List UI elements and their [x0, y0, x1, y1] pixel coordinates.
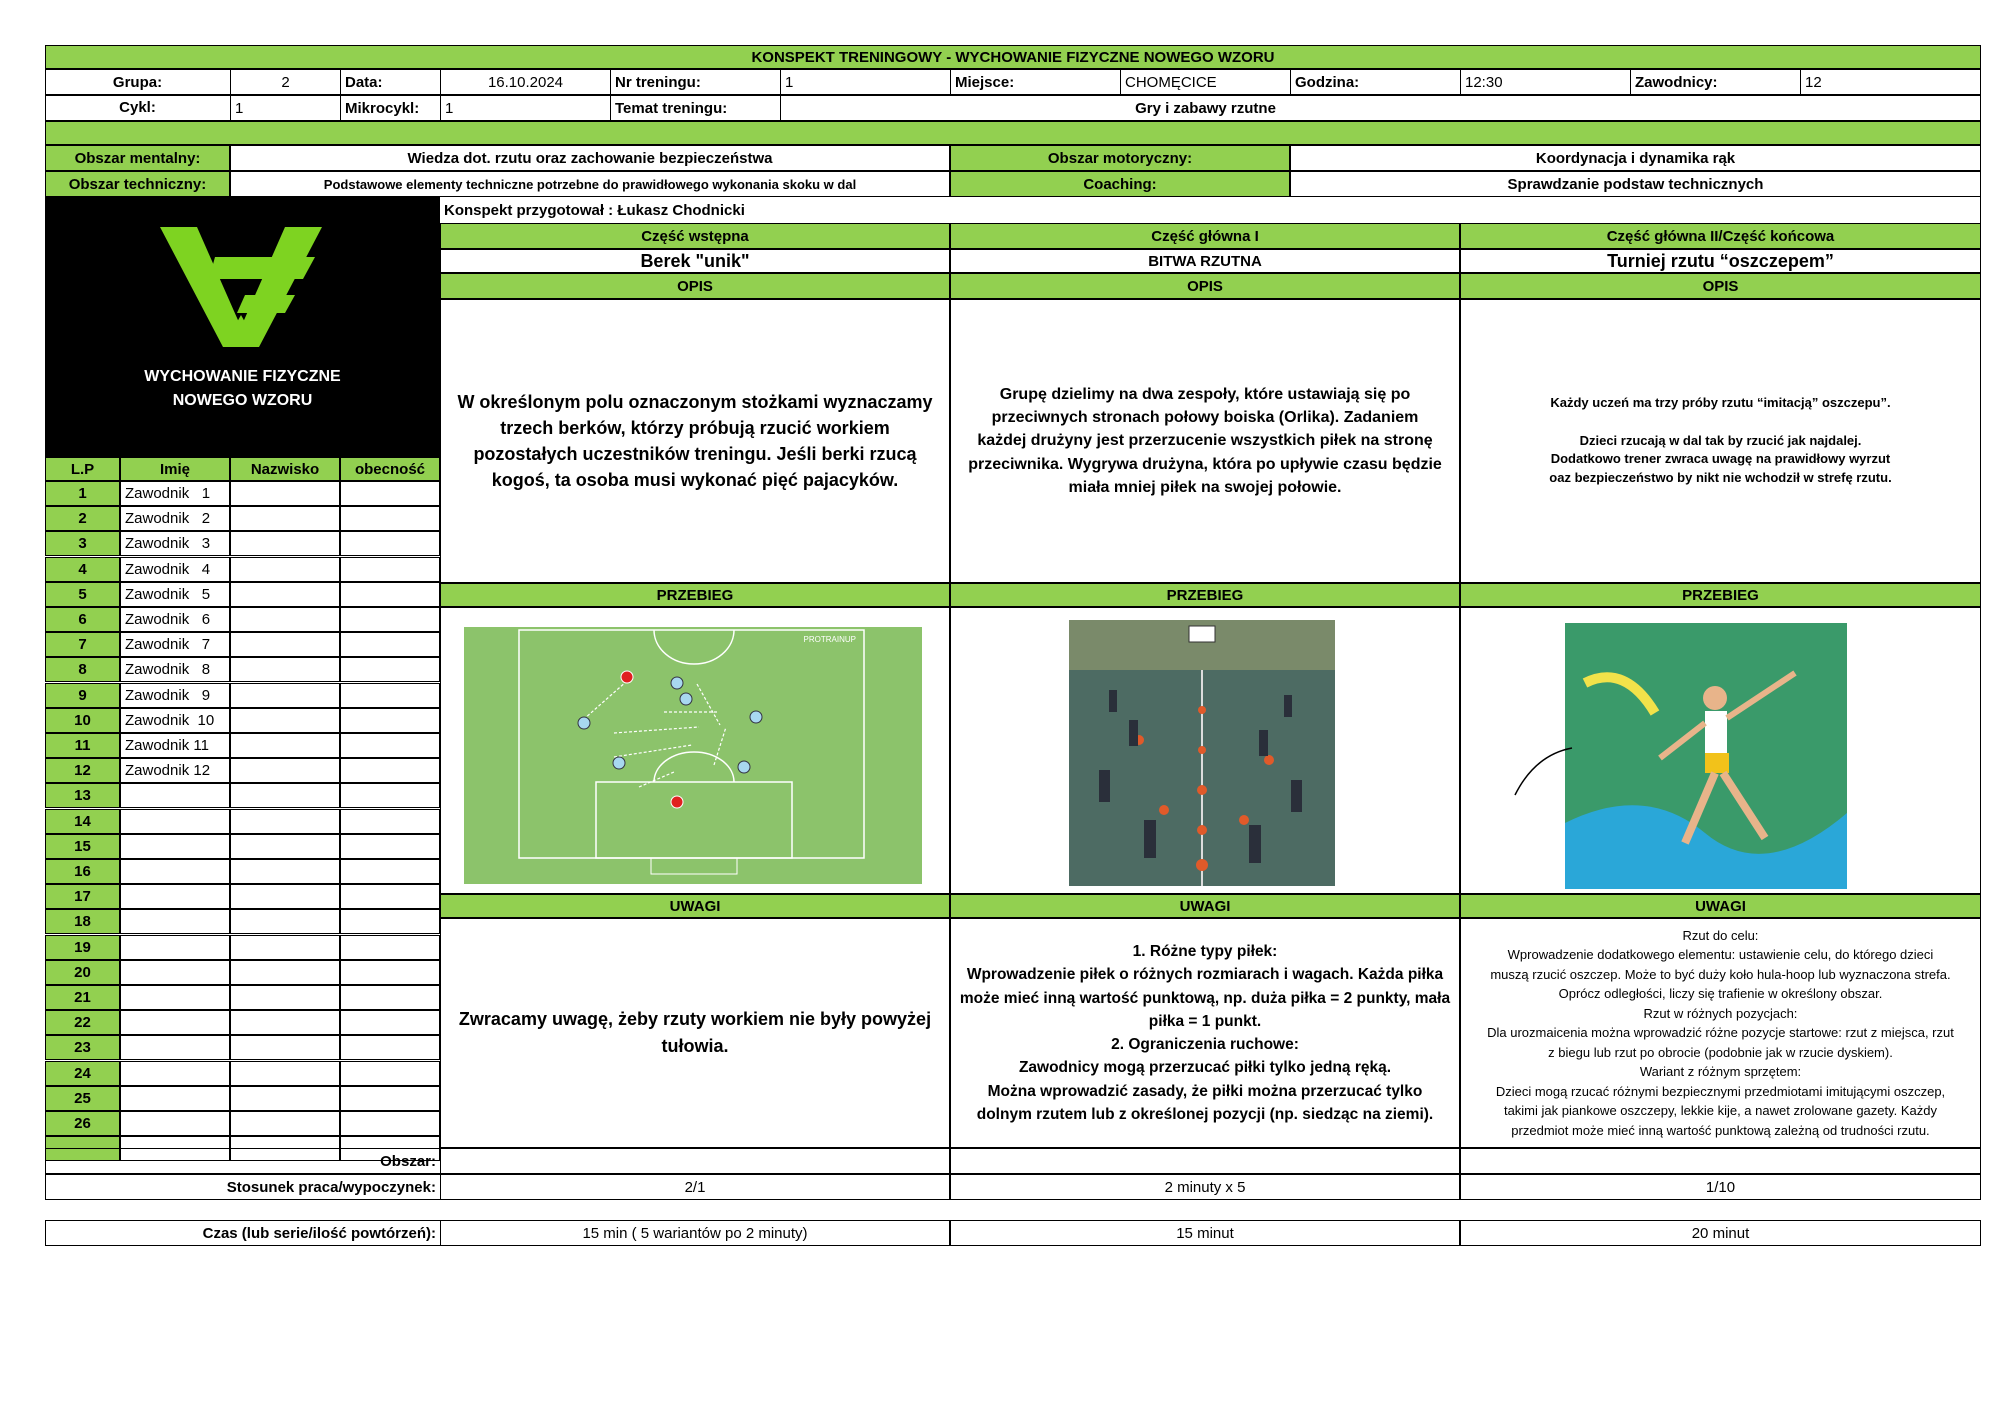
roster-obecnosc[interactable] [340, 834, 440, 859]
part-title: Turniej rzutu “oszczepem” [1460, 249, 1981, 273]
mentalny-label: Obszar mentalny: [45, 145, 230, 171]
roster-nazwisko[interactable] [230, 783, 340, 808]
roster-nazwisko[interactable] [230, 1010, 340, 1035]
temat-label: Temat treningu: [610, 95, 780, 121]
godzina-value[interactable]: 12:30 [1460, 69, 1630, 95]
stosunek-value[interactable]: 1/10 [1460, 1174, 1981, 1200]
wf-logo-icon [45, 197, 440, 457]
techniczny-label: Obszar techniczny: [45, 171, 230, 197]
roster-imie[interactable] [120, 834, 230, 859]
temat-value[interactable]: Gry i zabawy rzutne [780, 95, 1630, 121]
stosunek-value[interactable]: 2/1 [440, 1174, 950, 1200]
roster-imie[interactable] [120, 1111, 230, 1136]
author-line: Konspekt przygotował : Łukasz Chodnicki [440, 197, 1981, 223]
roster-lp: 5 [45, 582, 120, 607]
javelin-thrower-illustration-icon [1565, 623, 1847, 889]
roster-header-imie: Imię [120, 457, 230, 481]
przebieg-header: PRZEBIEG [440, 583, 950, 607]
mikrocykl-value[interactable]: 1 [440, 95, 610, 121]
uwagi-header: UWAGI [950, 894, 1460, 918]
roster-imie[interactable]: Zawodnik 2 [120, 506, 230, 531]
roster-obecnosc[interactable] [340, 884, 440, 909]
techniczny-value[interactable]: Podstawowe elementy techniczne potrzebne do prawidłowego wykonania skoku w dal [230, 171, 950, 197]
roster-nazwisko[interactable] [230, 733, 340, 758]
footer-obszar-label: Obszar: [380, 1152, 436, 1170]
zawodnicy-value[interactable]: 12 [1800, 69, 1981, 95]
roster-nazwisko[interactable] [230, 683, 340, 708]
roster-imie[interactable] [120, 909, 230, 934]
roster-imie[interactable]: Zawodnik 5 [120, 582, 230, 607]
drill-diagram [464, 627, 922, 884]
roster-obecnosc[interactable] [340, 809, 440, 834]
roster-nazwisko[interactable] [230, 1111, 340, 1136]
roster-lp: 6 [45, 607, 120, 632]
roster-lp: 26 [45, 1111, 120, 1136]
roster-lp: 11 [45, 733, 120, 758]
roster-imie[interactable] [120, 1010, 230, 1035]
roster-nazwisko[interactable] [230, 909, 340, 934]
roster-nazwisko[interactable] [230, 481, 340, 506]
roster-lp: 8 [45, 657, 120, 682]
grupa-value[interactable]: 2 [230, 69, 340, 95]
roster-imie[interactable] [120, 1061, 230, 1086]
pitch-diagram-icon [464, 627, 922, 884]
roster-imie[interactable]: Zawodnik 8 [120, 657, 230, 682]
roster-imie[interactable] [120, 859, 230, 884]
roster-obecnosc[interactable] [340, 557, 440, 582]
part-header: Część główna II/Część końcowa [1460, 223, 1981, 249]
roster-obecnosc[interactable] [340, 985, 440, 1010]
roster-lp: 24 [45, 1061, 120, 1086]
roster-imie[interactable] [120, 960, 230, 985]
stosunek-value[interactable]: 2 minuty x 5 [950, 1174, 1460, 1200]
roster-imie[interactable]: Zawodnik 6 [120, 607, 230, 632]
data-value[interactable]: 16.10.2024 [440, 69, 610, 95]
roster-imie[interactable]: Zawodnik 4 [120, 557, 230, 582]
roster-header-nazwisko: Nazwisko [230, 457, 340, 481]
document-title: KONSPEKT TRENINGOWY - WYCHOWANIE FIZYCZNE NOWEGO WZORU [45, 45, 1981, 69]
uwagi-header: UWAGI [1460, 894, 1981, 918]
roster-obecnosc[interactable] [340, 935, 440, 960]
roster-lp: 20 [45, 960, 120, 985]
roster-obecnosc[interactable] [340, 683, 440, 708]
roster-obecnosc[interactable] [340, 758, 440, 783]
miejsce-value[interactable]: CHOMĘCICE [1120, 69, 1290, 95]
roster-obecnosc[interactable] [340, 783, 440, 808]
opis-text: Każdy uczeń ma trzy próby rzutu “imitacją” oszczepu”. Dzieci rzucają w dal tak by rzucić jak najdalej. Dodatkowo trener zwraca uwagę na prawidłowy wyrzut oaz bezpieczeństwo by nikt nie wchodził w strefę rzutu. [1460, 299, 1981, 583]
roster-obecnosc[interactable] [340, 632, 440, 657]
godzina-label: Godzina: [1290, 69, 1460, 95]
roster-nazwisko[interactable] [230, 884, 340, 909]
zawodnicy-label: Zawodnicy: [1630, 69, 1800, 95]
roster-obecnosc[interactable] [340, 582, 440, 607]
roster-imie[interactable]: Zawodnik 1 [120, 481, 230, 506]
roster-imie[interactable]: Zawodnik 7 [120, 632, 230, 657]
czas-value[interactable]: 20 minut [1460, 1220, 1981, 1246]
grupa-label: Grupa: [112, 73, 163, 91]
uwagi-text: 1. Różne typy piłek: Wprowadzenie piłek o różnych rozmiarach i wagach. Każda piłka może mieć inną wartość punktową, np. duża piłka = 2 punkty, mała piłka = 1 punkt. 2. Ograniczenia ruchowe: Zawodnicy mogą przerzucać piłki tylko jedną ręką. Można wprowadzić zasady, że piłki można przerzucać tylko dolnym rzutem lub z określonej pozycji (np. siedząc na ziemi). [950, 918, 1460, 1148]
roster-lp: 9 [45, 683, 120, 708]
roster-imie[interactable]: Zawodnik 10 [120, 708, 230, 733]
drill-image-javelin [1565, 623, 1847, 889]
part-title: Berek "unik" [440, 249, 950, 273]
cykl-value[interactable]: 1 [230, 95, 340, 121]
roster-nazwisko[interactable] [230, 506, 340, 531]
part-title: BITWA RZUTNA [950, 249, 1460, 273]
opis-text: Grupę dzielimy na dwa zespoły, które ustawiają się po przeciwnych stronach połowy boiska (Orlika). Zadaniem każdej drużyny jest przerzucenie wszystkich piłek na stronę przeciwnika. Wygrywa drużyna, która po upływie czasu będzie miała mniej piłek na swojej połowie. [950, 299, 1460, 583]
ball-battle-illustration-icon [1069, 620, 1335, 886]
czas-value[interactable]: 15 minut [950, 1220, 1460, 1246]
roster-nazwisko[interactable] [230, 582, 340, 607]
part-header: Część wstępna [440, 223, 950, 249]
coaching-value[interactable]: Sprawdzanie podstaw technicznych [1290, 171, 1981, 197]
roster-obecnosc[interactable] [340, 859, 440, 884]
roster-nazwisko[interactable] [230, 859, 340, 884]
diagram-watermark: PROTRAINUP [803, 635, 856, 644]
roster-lp: 17 [45, 884, 120, 909]
roster-obecnosc[interactable] [340, 1086, 440, 1111]
roster-lp: 2 [45, 506, 120, 531]
roster-header-obecnosc: obecność [340, 457, 440, 481]
roster-lp: 3 [45, 531, 120, 556]
roster-nazwisko[interactable] [230, 1086, 340, 1111]
roster-imie[interactable] [120, 783, 230, 808]
roster-nazwisko[interactable] [230, 758, 340, 783]
przebieg-header: PRZEBIEG [950, 583, 1460, 607]
nr-value[interactable]: 1 [780, 69, 950, 95]
roster-nazwisko[interactable] [230, 1061, 340, 1086]
footer-stosunek-label: Stosunek praca/wypoczynek: [226, 1178, 436, 1196]
miejsce-label: Miejsce: [950, 69, 1120, 95]
roster-obecnosc[interactable] [340, 657, 440, 682]
roster-imie[interactable]: Zawodnik 3 [120, 531, 230, 556]
uwagi-text: Rzut do celu: Wprowadzenie dodatkowego elementu: ustawienie celu, do którego dzieci muszą rzucić oszczep. Może to być duży koło hula-hoop lub wyznaczona strefa. Oprócz odległości, liczy się trafienie w określony obszar. Rzut w różnych pozycjach: Dla urozmaicenia można wprowadzić różne pozycje startowe: rzut z miejsca, rzut z biegu lub rzut po obrocie (podobnie jak w rzucie dyskiem). Wariant z różnym sprzętem: Dzieci mogą rzucać różnymi bezpiecznymi przedmiotami imitującymi oszczep, takimi jak piankowe oszczepy, lekkie kije, a nawet zrolowane gazety. Każdy przedmiot może mieć inną wartość punktową zależną od trudności rzutu. [1460, 918, 1981, 1148]
roster-lp: 12 [45, 758, 120, 783]
mikrocykl-label: Mikrocykl: [340, 95, 440, 121]
roster-obecnosc[interactable] [340, 1035, 440, 1060]
motoryczny-label: Obszar motoryczny: [950, 145, 1290, 171]
opis-text: W określonym polu oznaczonym stożkami wyznaczamy trzech berków, którzy próbują rzucić workiem pozostałych uczestników treningu. Jeśli berki rzucą kogoś, ta osoba musi wykonać pięć pajacyków. [440, 299, 950, 583]
czas-value[interactable]: 15 min ( 5 wariantów po 2 minuty) [440, 1220, 950, 1246]
roster-lp: 4 [45, 557, 120, 582]
roster-lp: 25 [45, 1086, 120, 1111]
roster-imie[interactable]: Zawodnik 12 [120, 758, 230, 783]
mentalny-value[interactable]: Wiedza dot. rzutu oraz zachowanie bezpieczeństwa [230, 145, 950, 171]
javelin-arc-icon [1510, 740, 1580, 800]
footer-czas-label: Czas (lub serie/ilość powtórzeń): [202, 1224, 436, 1242]
roster-lp: 21 [45, 985, 120, 1010]
roster-nazwisko[interactable] [230, 960, 340, 985]
roster-imie[interactable]: Zawodnik 11 [120, 733, 230, 758]
roster-obecnosc[interactable] [340, 607, 440, 632]
roster-nazwisko[interactable] [230, 607, 340, 632]
roster-nazwisko[interactable] [230, 1035, 340, 1060]
logo-text-line2: NOWEGO WZORU [172, 392, 313, 409]
roster-obecnosc[interactable] [340, 733, 440, 758]
roster-lp: 23 [45, 1035, 120, 1060]
roster-lp: 1 [45, 481, 120, 506]
roster-obecnosc[interactable] [340, 708, 440, 733]
roster-lp: 19 [45, 935, 120, 960]
opis-header: OPIS [1460, 273, 1981, 299]
roster-imie[interactable] [120, 985, 230, 1010]
roster-obecnosc[interactable] [340, 960, 440, 985]
coaching-label: Coaching: [950, 171, 1290, 197]
roster-lp: 13 [45, 783, 120, 808]
roster-nazwisko[interactable] [230, 809, 340, 834]
roster-obecnosc[interactable] [340, 481, 440, 506]
spacer-band [45, 121, 1981, 145]
roster-obecnosc[interactable] [340, 1010, 440, 1035]
roster-lp: 22 [45, 1010, 120, 1035]
opis-header: OPIS [950, 273, 1460, 299]
logo-text-line1: WYCHOWANIE FIZYCZNE [144, 368, 341, 385]
roster-nazwisko[interactable] [230, 632, 340, 657]
roster-nazwisko[interactable] [230, 985, 340, 1010]
roster-nazwisko[interactable] [230, 557, 340, 582]
roster-lp: 18 [45, 909, 120, 934]
roster-imie[interactable] [120, 1035, 230, 1060]
roster-lp: 16 [45, 859, 120, 884]
roster-lp: 14 [45, 809, 120, 834]
cykl-label: Cykl: [119, 98, 156, 116]
roster-nazwisko[interactable] [230, 935, 340, 960]
roster-nazwisko[interactable] [230, 834, 340, 859]
roster-obecnosc[interactable] [340, 531, 440, 556]
motoryczny-value[interactable]: Koordynacja i dynamika rąk [1290, 145, 1981, 171]
opis-header: OPIS [440, 273, 950, 299]
roster-nazwisko[interactable] [230, 531, 340, 556]
roster-lp: 7 [45, 632, 120, 657]
roster-obecnosc[interactable] [340, 909, 440, 934]
logo-panel [45, 197, 440, 457]
roster-header-lp: L.P [45, 457, 120, 481]
part-header: Część główna I [950, 223, 1460, 249]
roster-obecnosc[interactable] [340, 1111, 440, 1136]
roster-imie[interactable] [120, 1086, 230, 1111]
nr-label: Nr treningu: [610, 69, 780, 95]
uwagi-text: Zwracamy uwagę, żeby rzuty workiem nie były powyżej tułowia. [440, 918, 950, 1148]
roster-imie[interactable]: Zawodnik 9 [120, 683, 230, 708]
roster-obecnosc[interactable] [340, 506, 440, 531]
roster-imie[interactable] [120, 935, 230, 960]
uwagi-header: UWAGI [440, 894, 950, 918]
roster-lp: 15 [45, 834, 120, 859]
drill-photo-ball-battle [1069, 620, 1335, 886]
przebieg-header: PRZEBIEG [1460, 583, 1981, 607]
roster-obecnosc[interactable] [340, 1061, 440, 1086]
roster-nazwisko[interactable] [230, 708, 340, 733]
roster-nazwisko[interactable] [230, 657, 340, 682]
data-label: Data: [340, 69, 440, 95]
roster-lp: 10 [45, 708, 120, 733]
roster-imie[interactable] [120, 884, 230, 909]
roster-imie[interactable] [120, 809, 230, 834]
